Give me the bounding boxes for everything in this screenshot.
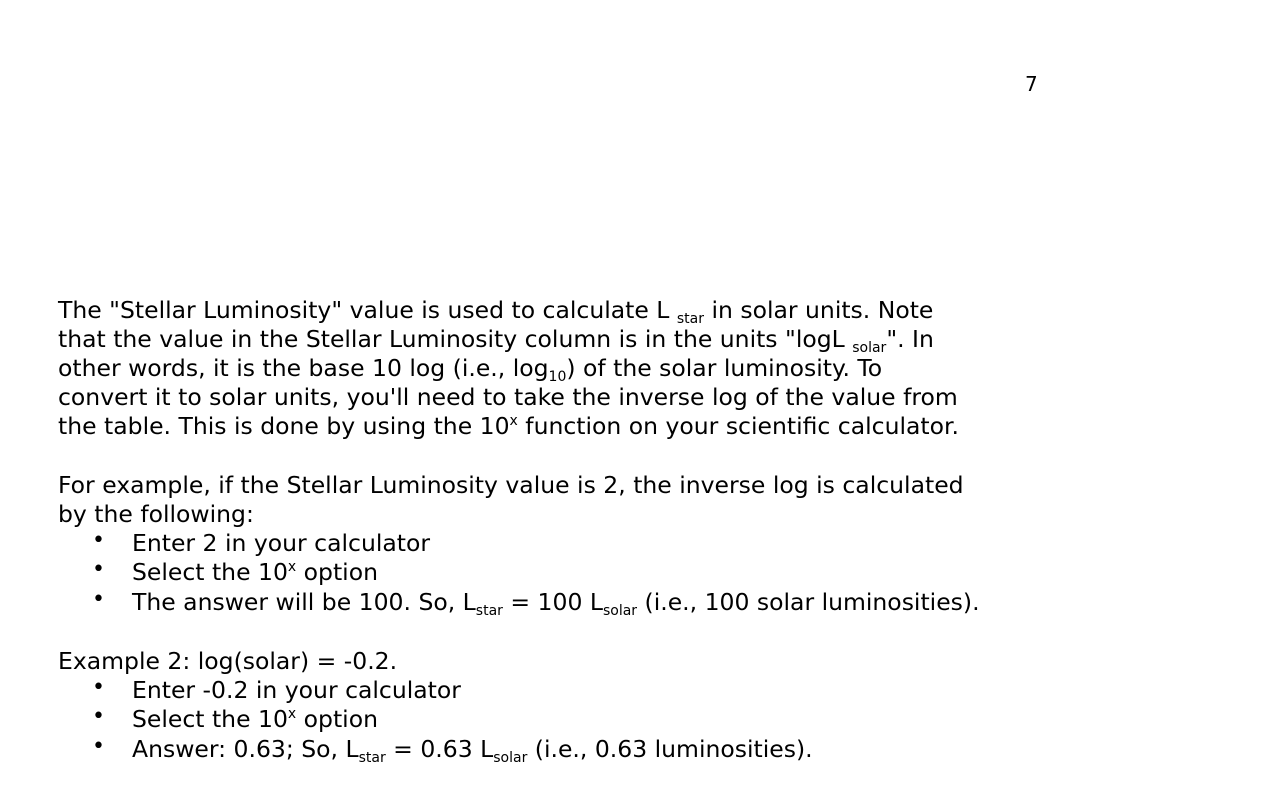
text-run: ". In — [886, 325, 934, 353]
text-run: in solar units. Note — [703, 296, 934, 324]
list-item — [58, 705, 1258, 735]
paragraph-stellar-luminosity — [58, 296, 1258, 441]
text-run: option — [296, 558, 378, 586]
paragraph-example-2 — [58, 647, 1258, 676]
example-1-steps-list — [58, 529, 1258, 618]
bullet-icon: • — [92, 733, 105, 759]
text-run: function on your scientific calculator. — [517, 412, 959, 440]
text-run: other words, it is the base 10 log (i.e., log — [58, 354, 549, 382]
subscript: solar — [852, 340, 887, 356]
document-body — [58, 296, 1258, 764]
text-run: Select the 10 — [132, 705, 288, 733]
page-number: 7 — [1025, 72, 1038, 96]
paragraph-line — [58, 354, 1258, 383]
subscript: star — [676, 311, 704, 327]
paragraph-spacer — [58, 441, 1258, 471]
text-run: ) of the solar luminosity. To — [566, 354, 883, 382]
text-run: (i.e., 0.63 luminosities). — [527, 734, 813, 763]
list-item — [58, 558, 1258, 588]
text-run: (i.e., 100 solar luminosities). — [637, 587, 980, 616]
subscript: solar — [602, 602, 638, 619]
paragraph-line: convert it to solar units, you'll need to take the inverse log of the value from — [58, 383, 958, 411]
paragraph-line — [58, 412, 1258, 441]
bullet-icon: • — [92, 704, 105, 729]
paragraph-line: Example 2: log(solar) = -0.2. — [58, 646, 398, 675]
superscript: x — [509, 413, 518, 429]
bullet-icon: • — [92, 674, 105, 700]
superscript: x — [287, 559, 297, 575]
subscript: star — [358, 749, 386, 766]
paragraph-line: by the following: — [58, 499, 254, 528]
paragraph-line: For example, if the Stellar Luminosity value is 2, the inverse log is calculated — [58, 470, 964, 499]
list-item — [58, 676, 1258, 706]
bullet-icon: • — [92, 586, 105, 612]
paragraph-example-1 — [58, 471, 1258, 529]
text-run: the table. This is done by using the 10 — [58, 412, 510, 440]
subscript: solar — [493, 749, 528, 766]
subscript: star — [475, 602, 503, 619]
text-run: that the value in the Stellar Luminosity column is in the units "logL — [58, 325, 853, 353]
text-run: option — [296, 705, 378, 733]
text-run: Answer: 0.63; So, L — [132, 734, 359, 763]
paragraph-spacer — [58, 617, 1258, 647]
example-2-steps-list — [58, 676, 1258, 765]
text-run: The answer will be 100. So, L — [132, 587, 476, 616]
list-item — [58, 735, 1258, 765]
list-item — [58, 529, 1258, 559]
paragraph-line — [58, 325, 1258, 354]
text-run: Enter -0.2 in your calculator — [132, 675, 461, 704]
bullet-icon: • — [92, 557, 105, 582]
bullet-icon: • — [92, 527, 105, 553]
text-run: The "Stellar Luminosity" value is used to calculate L — [58, 296, 677, 324]
text-run: Select the 10 — [132, 558, 288, 586]
text-run: = 0.63 L — [385, 734, 494, 763]
paragraph-line — [58, 296, 1258, 325]
text-run: = 100 L — [502, 587, 603, 616]
subscript: 10 — [548, 369, 567, 385]
superscript: x — [287, 706, 297, 722]
text-run: Enter 2 in your calculator — [132, 528, 431, 557]
list-item — [58, 588, 1258, 618]
